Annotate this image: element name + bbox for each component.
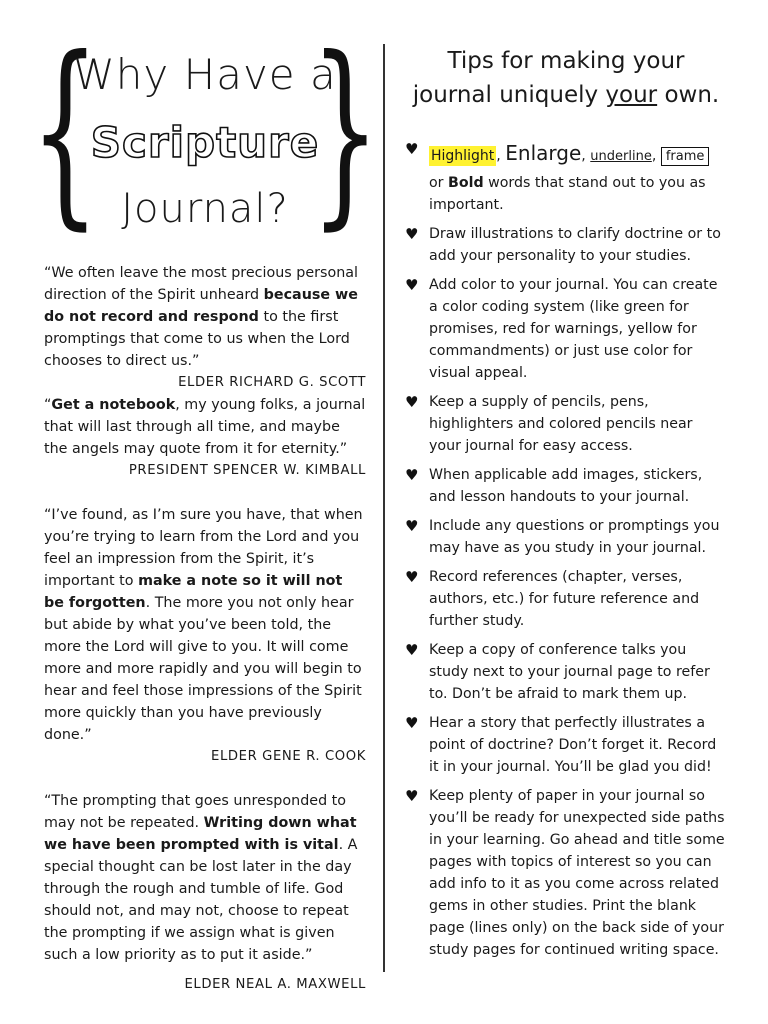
heart-bullet-icon: ♥: [405, 276, 419, 294]
tips-title-text: Tips for making your journal uniquely: [412, 48, 685, 108]
bold-sample: Bold: [448, 175, 484, 191]
tip-item: [405, 712, 727, 778]
quote-scott: [44, 262, 366, 390]
quote-maxwell: [44, 790, 366, 996]
tip-text: When applicable add images, stickers, and lesson handouts to your journal.: [429, 467, 703, 505]
quote-bold: Get a notebook: [51, 397, 176, 413]
tip-item: [405, 639, 727, 705]
tip-text: Keep a copy of conference talks you study next to your journal page to refer to. Don’t be afraid to mark them up.: [429, 642, 710, 702]
tip-item: [405, 515, 727, 559]
heart-bullet-icon: ♥: [405, 466, 419, 484]
quote-bold: because we do not record and respond: [44, 287, 358, 325]
tip-item: [405, 785, 727, 961]
quote-bold: make a note so it will not be forgotten: [44, 573, 343, 611]
heart-bullet-icon: ♥: [405, 714, 419, 732]
tip-text: ,: [581, 148, 591, 164]
tip-text: Keep a supply of pencils, pens, highlighters and colored pencils near your journal for easy access.: [429, 394, 693, 454]
heart-bullet-icon: ♥: [405, 225, 419, 243]
tip-text: Include any questions or promptings you may have as you study in your journal.: [429, 518, 720, 556]
left-column: [30, 15, 380, 1018]
heart-bullet-icon: ♥: [405, 517, 419, 535]
tip-item: [405, 274, 727, 384]
quote-attribution: PRESIDENT SPENCER W. KIMBALL: [128, 463, 366, 478]
heart-bullet-icon: ♥: [405, 568, 419, 586]
tip-text: Add color to your journal. You can create a color coding system (like green for promises, red for warnings, yellow for commandments) or just use color for visual appeal.: [429, 277, 718, 381]
quote-text: . A special thought can be lost later in the day through the rough and tumble of life. God should not, and may not, choose to repeat the prompting if we assign what is given such a low priority as to put it aside.”: [44, 837, 358, 963]
heart-bullet-icon: ♥: [405, 393, 419, 411]
tips-title: [405, 44, 727, 112]
quote-text: “I’ve found, as I’m sure you have, that when you’re trying to learn from the Lord and you feel an impression from the Spirit, it’s important to: [44, 507, 363, 589]
tips-title-underlined: your: [605, 82, 658, 108]
quote-kimball: [44, 394, 366, 482]
highlight-sample: Highlight: [431, 148, 495, 164]
enlarge-sample: Enlarge: [505, 141, 582, 165]
tip-item: [405, 138, 727, 216]
tip-text: or: [429, 175, 449, 191]
left-brace-icon: {: [30, 15, 100, 248]
tip-item: [405, 464, 727, 508]
quote-text: . The more you not only hear but abide by what you’ve been told, the more the Lord will give to you. It will come more and more rapidly and you will begin to hear and feel those impressions of the Spirit more quickly than you have previously done.”: [44, 595, 362, 743]
quote-bold: Writing down what we have been prompted with is vital: [44, 815, 357, 853]
title-block: [30, 15, 380, 262]
quote-attribution: ELDER GENE R. COOK: [211, 749, 366, 764]
quote-cook: [44, 504, 366, 768]
tip-text: Hear a story that perfectly illustrates a point of doctrine? Don’t forget it. Record it in your journal. You’ll be glad you did!: [429, 715, 717, 775]
tip-text: words that stand out to you as important.: [429, 175, 706, 213]
quote-text: “We often leave the most precious personal direction of the Spirit unheard: [44, 265, 359, 303]
tip-text: ,: [651, 148, 661, 164]
underline-sample: underline: [590, 149, 652, 164]
heart-bullet-icon: ♥: [405, 787, 419, 805]
title-line-3: Journal?: [121, 186, 289, 232]
tip-item: [405, 223, 727, 267]
tips-list: [405, 138, 727, 961]
tip-item: [405, 566, 727, 632]
quote-text: , my young folks, a journal that will last through all time, and maybe the angels may quote from it for eternity.”: [44, 397, 366, 457]
frame-sample: frame: [661, 147, 710, 166]
tip-item: [405, 391, 727, 457]
title-line-1: Why Have a: [73, 50, 337, 99]
heart-bullet-icon: ♥: [405, 641, 419, 659]
heart-bullet-icon: ♥: [405, 140, 419, 158]
tips-title-text: own.: [657, 82, 720, 108]
right-brace-icon: }: [310, 15, 380, 248]
tip-text: ,: [496, 148, 506, 164]
right-column: [405, 44, 727, 968]
quote-text: “The prompting that goes unresponded to may not be repeated.: [44, 793, 347, 831]
quote-attribution: ELDER RICHARD G. SCOTT: [178, 375, 366, 390]
column-divider: [383, 44, 385, 972]
tip-text: Keep plenty of paper in your journal so you’ll be ready for unexpected side paths in your learning. Go ahead and title some pages with topics of interest so you can add info to it as you come across related gems in other studies. Print the blank page (lines only) on the back side of your study pages for continued writing space.: [429, 788, 725, 958]
quote-text: to the first promptings that come to us when the Lord chooses to direct us.”: [44, 309, 350, 369]
quote-attribution: ELDER NEAL A. MAXWELL: [184, 977, 366, 992]
tip-text: Draw illustrations to clarify doctrine or to add your personality to your studies.: [429, 226, 721, 264]
quote-text: “: [44, 397, 52, 413]
tip-text: Record references (chapter, verses, authors, etc.) for future reference and further study.: [429, 569, 700, 629]
title-line-2: Scripture: [90, 118, 320, 167]
